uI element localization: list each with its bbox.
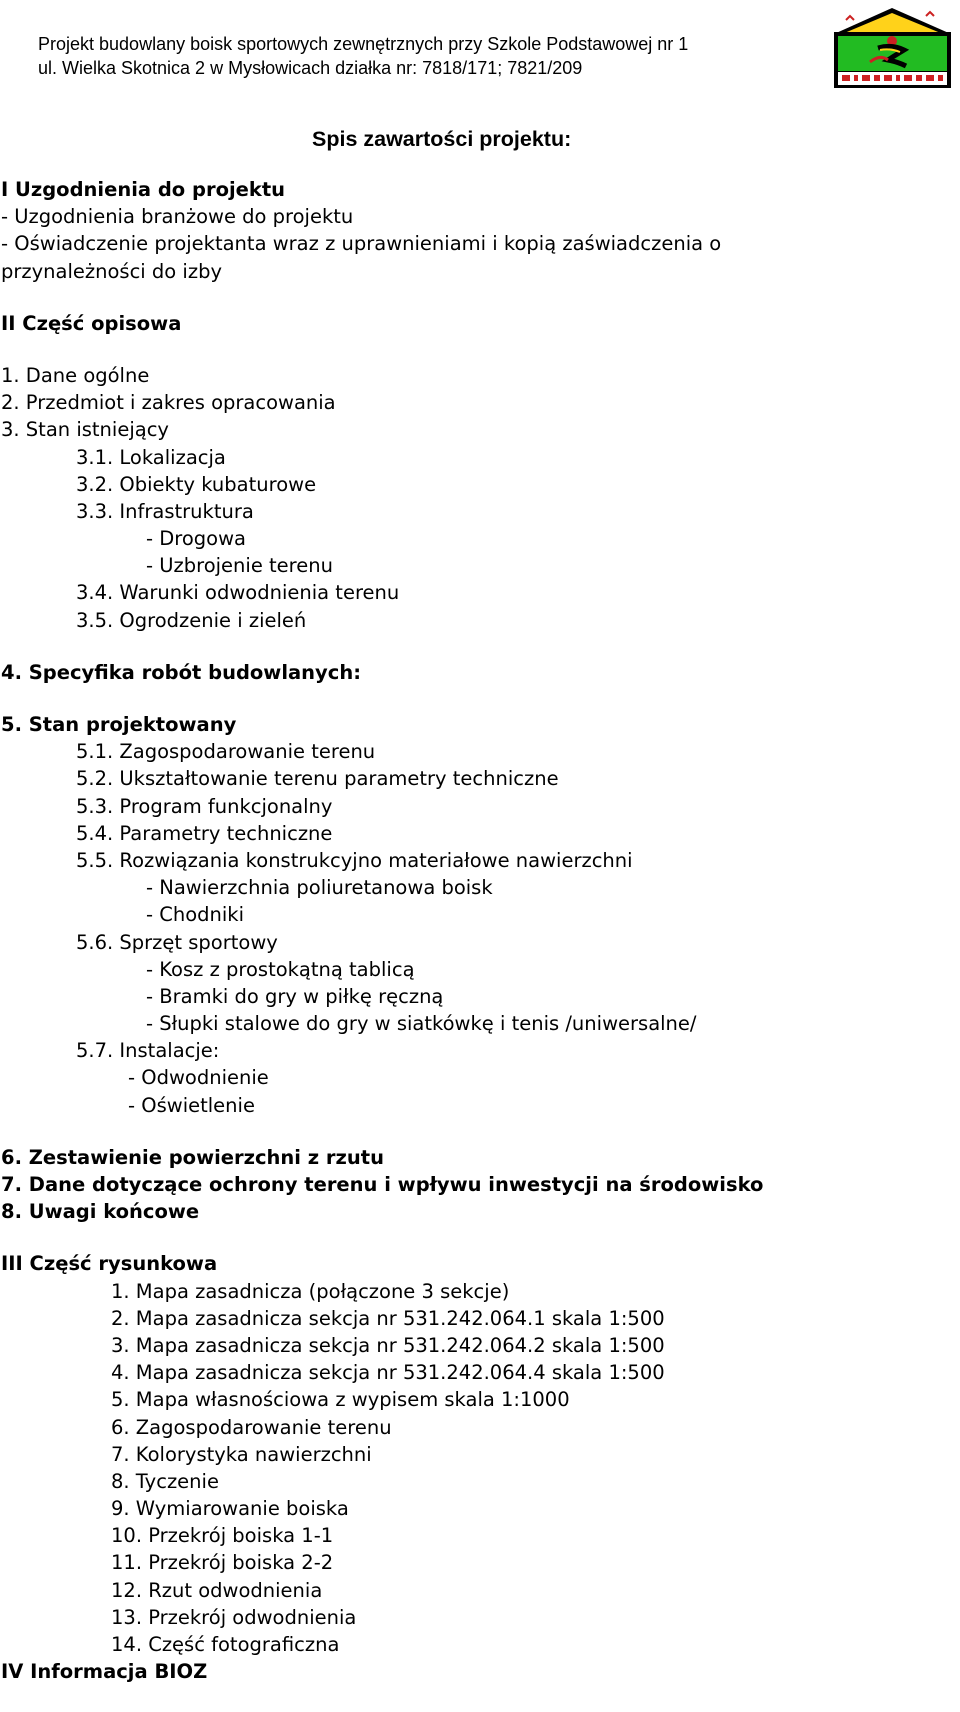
school-logo xyxy=(830,4,955,92)
toc-line: 5.3. Program funkcjonalny xyxy=(76,794,333,818)
toc-line: - Bramki do gry w piłkę ręczną xyxy=(146,984,444,1008)
toc-line: 4. Mapa zasadnicza sekcja nr 531.242.064.4 skala 1:500 xyxy=(111,1361,665,1385)
toc-line: 10. Przekrój boiska 1-1 xyxy=(111,1524,334,1548)
toc-line: 13. Przekrój odwodnienia xyxy=(111,1605,357,1629)
header-line-2: ul. Wielka Skotnica 2 w Mysłowicach działka nr: 7818/171; 7821/209 xyxy=(38,58,583,78)
toc-line: 5.7. Instalacje: xyxy=(76,1039,220,1063)
toc-line: 6. Zestawienie powierzchni z rzutu xyxy=(1,1145,384,1169)
toc-line: 1. Dane ogólne xyxy=(1,363,150,387)
toc-line: IV Informacja BIOZ xyxy=(1,1660,208,1684)
toc-line: 5.5. Rozwiązania konstrukcyjno materiałowe nawierzchni xyxy=(76,848,633,872)
toc-line: 8. Tyczenie xyxy=(111,1469,219,1493)
toc-line: 2. Mapa zasadnicza sekcja nr 531.242.064.1 skala 1:500 xyxy=(111,1306,665,1330)
toc-line: 5.4. Parametry techniczne xyxy=(76,821,333,845)
toc-line: 5.1. Zagospodarowanie terenu xyxy=(76,740,376,764)
toc-line: 3. Mapa zasadnicza sekcja nr 531.242.064.2 skala 1:500 xyxy=(111,1333,665,1357)
toc-line: - Uzgodnienia branżowe do projektu xyxy=(1,205,354,229)
toc-line: 2. Przedmiot i zakres opracowania xyxy=(1,391,336,415)
toc-line: - Chodniki xyxy=(146,903,245,927)
toc-line: 3. Stan istniejący xyxy=(1,418,169,442)
toc-line: - Odwodnienie xyxy=(128,1066,269,1090)
toc-line: 3.2. Obiekty kubaturowe xyxy=(76,472,317,496)
toc-line: 7. Kolorystyka nawierzchni xyxy=(111,1442,372,1466)
toc-line: - Nawierzchnia poliuretanowa boisk xyxy=(146,876,493,900)
toc-line: 3.4. Warunki odwodnienia terenu xyxy=(76,581,400,605)
toc-line: III Część rysunkowa xyxy=(1,1252,218,1276)
toc-title: Spis zawartości projektu: xyxy=(312,127,572,151)
toc-line: I Uzgodnienia do projektu xyxy=(1,178,286,201)
toc-line: - Uzbrojenie terenu xyxy=(146,554,333,578)
toc-line: 5. Mapa własnościowa z wypisem skala 1:1000 xyxy=(111,1388,570,1412)
toc-line: 3.5. Ogrodzenie i zieleń xyxy=(76,608,307,632)
toc-line: 12. Rzut odwodnienia xyxy=(111,1578,323,1602)
toc-line: 5.2. Ukształtowanie terenu parametry techniczne xyxy=(76,767,559,791)
toc-line: 7. Dane dotyczące ochrony terenu i wpływu inwestycji na środowisko xyxy=(1,1173,764,1196)
toc-line: - Drogowa xyxy=(146,527,246,551)
toc-line: 6. Zagospodarowanie terenu xyxy=(111,1415,392,1439)
toc-line: 5.6. Sprzęt sportowy xyxy=(76,930,278,954)
toc-line: przynależności do izby xyxy=(1,259,222,283)
toc-line: 9. Wymiarowanie boiska xyxy=(111,1497,349,1521)
toc-line: 4. Specyfika robót budowlanych: xyxy=(1,660,361,684)
toc-line: 14. Część fotograficzna xyxy=(111,1633,340,1656)
toc-line: 5. Stan projektowany xyxy=(1,713,237,736)
toc-line: 3.1. Lokalizacja xyxy=(76,445,226,469)
toc-line: 11. Przekrój boiska 2-2 xyxy=(111,1551,334,1575)
toc-line: II Część opisowa xyxy=(1,311,182,335)
table-of-contents xyxy=(1,176,960,1685)
toc-line: - Kosz z prostokątną tablicą xyxy=(146,957,415,981)
toc-line: - Słupki stalowe do gry w siatkówkę i tenis /uniwersalne/ xyxy=(146,1012,697,1036)
toc-line: 3.3. Infrastruktura xyxy=(76,499,254,523)
toc-line: - Oświetlenie xyxy=(128,1093,255,1117)
toc-line: - Oświadczenie projektanta wraz z uprawnieniami i kopią zaświadczenia o xyxy=(1,232,722,256)
logo-icon xyxy=(830,4,955,92)
document-header xyxy=(38,32,688,80)
header-line-1: Projekt budowlany boisk sportowych zewnętrznych przy Szkole Podstawowej nr 1 xyxy=(38,34,689,54)
toc-line: 8. Uwagi końcowe xyxy=(1,1200,200,1224)
toc-line: 1. Mapa zasadnicza (połączone 3 sekcje) xyxy=(111,1279,510,1303)
